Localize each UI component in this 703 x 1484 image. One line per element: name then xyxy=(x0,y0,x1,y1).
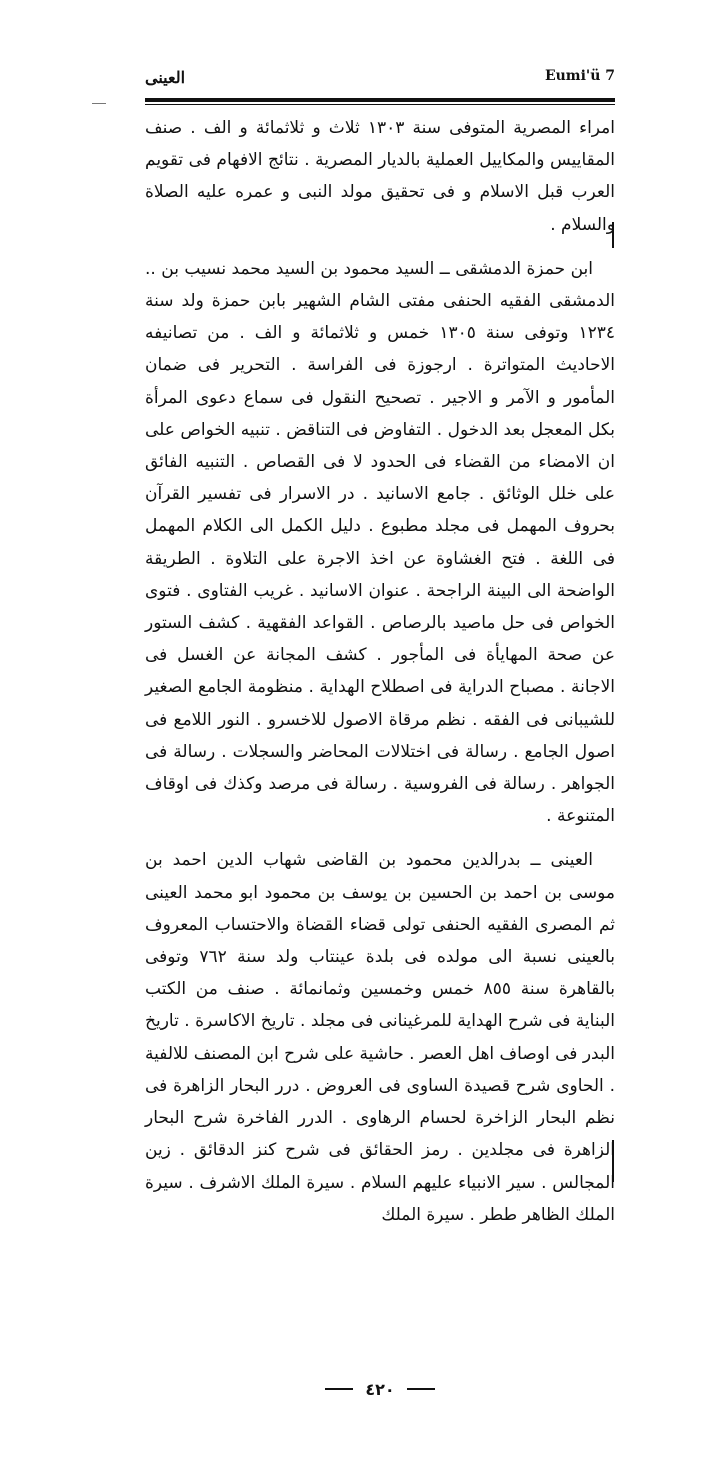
page-footer xyxy=(145,1374,615,1404)
margin-tick xyxy=(92,103,106,104)
header-rule-thick xyxy=(145,98,615,102)
footer-dash-left xyxy=(325,1388,353,1390)
paragraph-continuation: امراء المصرية المتوفى سنة ١٣٠٣ ثلاث و ثلاثمائة و الف . صنف المقاييس والمكاييل العملية بالديار المصرية . نتائج الافهام فى تقويم العرب قبل الاسلام و فى تحقيق مولد النبى و عمره عليه الصلاة والسلام . xyxy=(145,118,616,235)
entry-al-ayni: العينى ــ بدرالدين محمود بن القاضى شهاب الدين احمد بن موسى بن احمد بن الحسين بن يوسف بن محمود ابو محمد العينى ثم المصرى الفقيه الحنفى تولى قضاء القضاة والاحتساب المعروف بالعينى نسبة الى مولده فى بلدة عينتاب ولد سنة ٧٦٢ وتوفى بالقاهرة سنة ٨٥٥ خمس وخمسين وثمانمائة . صنف من الكتب البناية فى شرح الهداية للمرغينانى فى مجلد . تاريخ الاكاسرة . تاريخ البدر فى اوصاف اهل العصر . حاشية على شرح ابن المصنف للالفية . الحاوى شرح قصيدة الساوى فى العروض . درر البحار الزاهرة فى نظم البحار الزاخرة لحسام الرهاوى . الدرر الفاخرة شرح البحار الزاهرة فى مجلدين . رمز الحقائق فى شرح كنز الدقائق . زين المجالس . سير الانبياء عليهم السلام . سيرة الملك الاشرف . سيرة الملك الظاهر ططر . سيرة الملك xyxy=(145,850,615,1225)
page-label: Eumi'ü 7 xyxy=(544,68,615,84)
page-number: ٤٢٠ xyxy=(365,1379,395,1399)
footer-dash-right xyxy=(407,1388,435,1390)
page-header xyxy=(145,62,615,94)
running-title: العينى xyxy=(145,68,186,87)
entry-ibn-hamza: ابن حمزة الدمشقى ــ السيد محمود بن السيد محمد نسيب بن .. الدمشقى الفقيه الحنفى مفتى الشام الشهير بابن حمزة ولد سنة ١٢٣٤ وتوفى سنة ١٣٠٥ خمس و ثلاثمائة و الف . من تصانيفه الاحاديث المتواترة . ارجوزة فى الفراسة . التحرير فى ضمان المأمور و الآمر و الاجير . تصحيح النقول فى سماع دعوى المرأة بكل المعجل بعد الدخول . التفاوض فى التناقض . تنبيه الخواص على ان الامضاء من القضاء فى الحدود لا فى القصاص . التنبيه الفائق على خلل الوثائق . جامع الاسانيد . در الاسرار فى تفسير القرآن بحروف المهمل فى مجلد مطبوع . دليل الكمل الى الكلام المهمل فى اللغة . فتح الغشاوة عن اخذ الاجرة على التلاوة . الطريقة الواضحة الى البينة الراجحة . عنوان الاسانيد . غريب الفتاوى . فتوى الخواص فى حل ماصيد بالرصاص . القواعد الفقهية . كشف الستور عن صحة المهايأة فى المأجور . كشف المجانة عن الغسل فى الاجانة . مصباح الدراية فى اصطلاح الهداية . منظومة الجامع الصغير للشيبانى فى الفقه . نظم مرقاة الاصول للاخسرو . النور اللامع فى اصول الجامع . رسالة فى اختلالات المحاضر والسجلات . رسالة فى الجواهر . رسالة فى الفروسية . رسالة فى مرصد وكذك فى اوقاف المتنوعة . xyxy=(145,258,615,827)
header-rule-thin xyxy=(145,104,615,105)
body-text xyxy=(145,112,615,1231)
